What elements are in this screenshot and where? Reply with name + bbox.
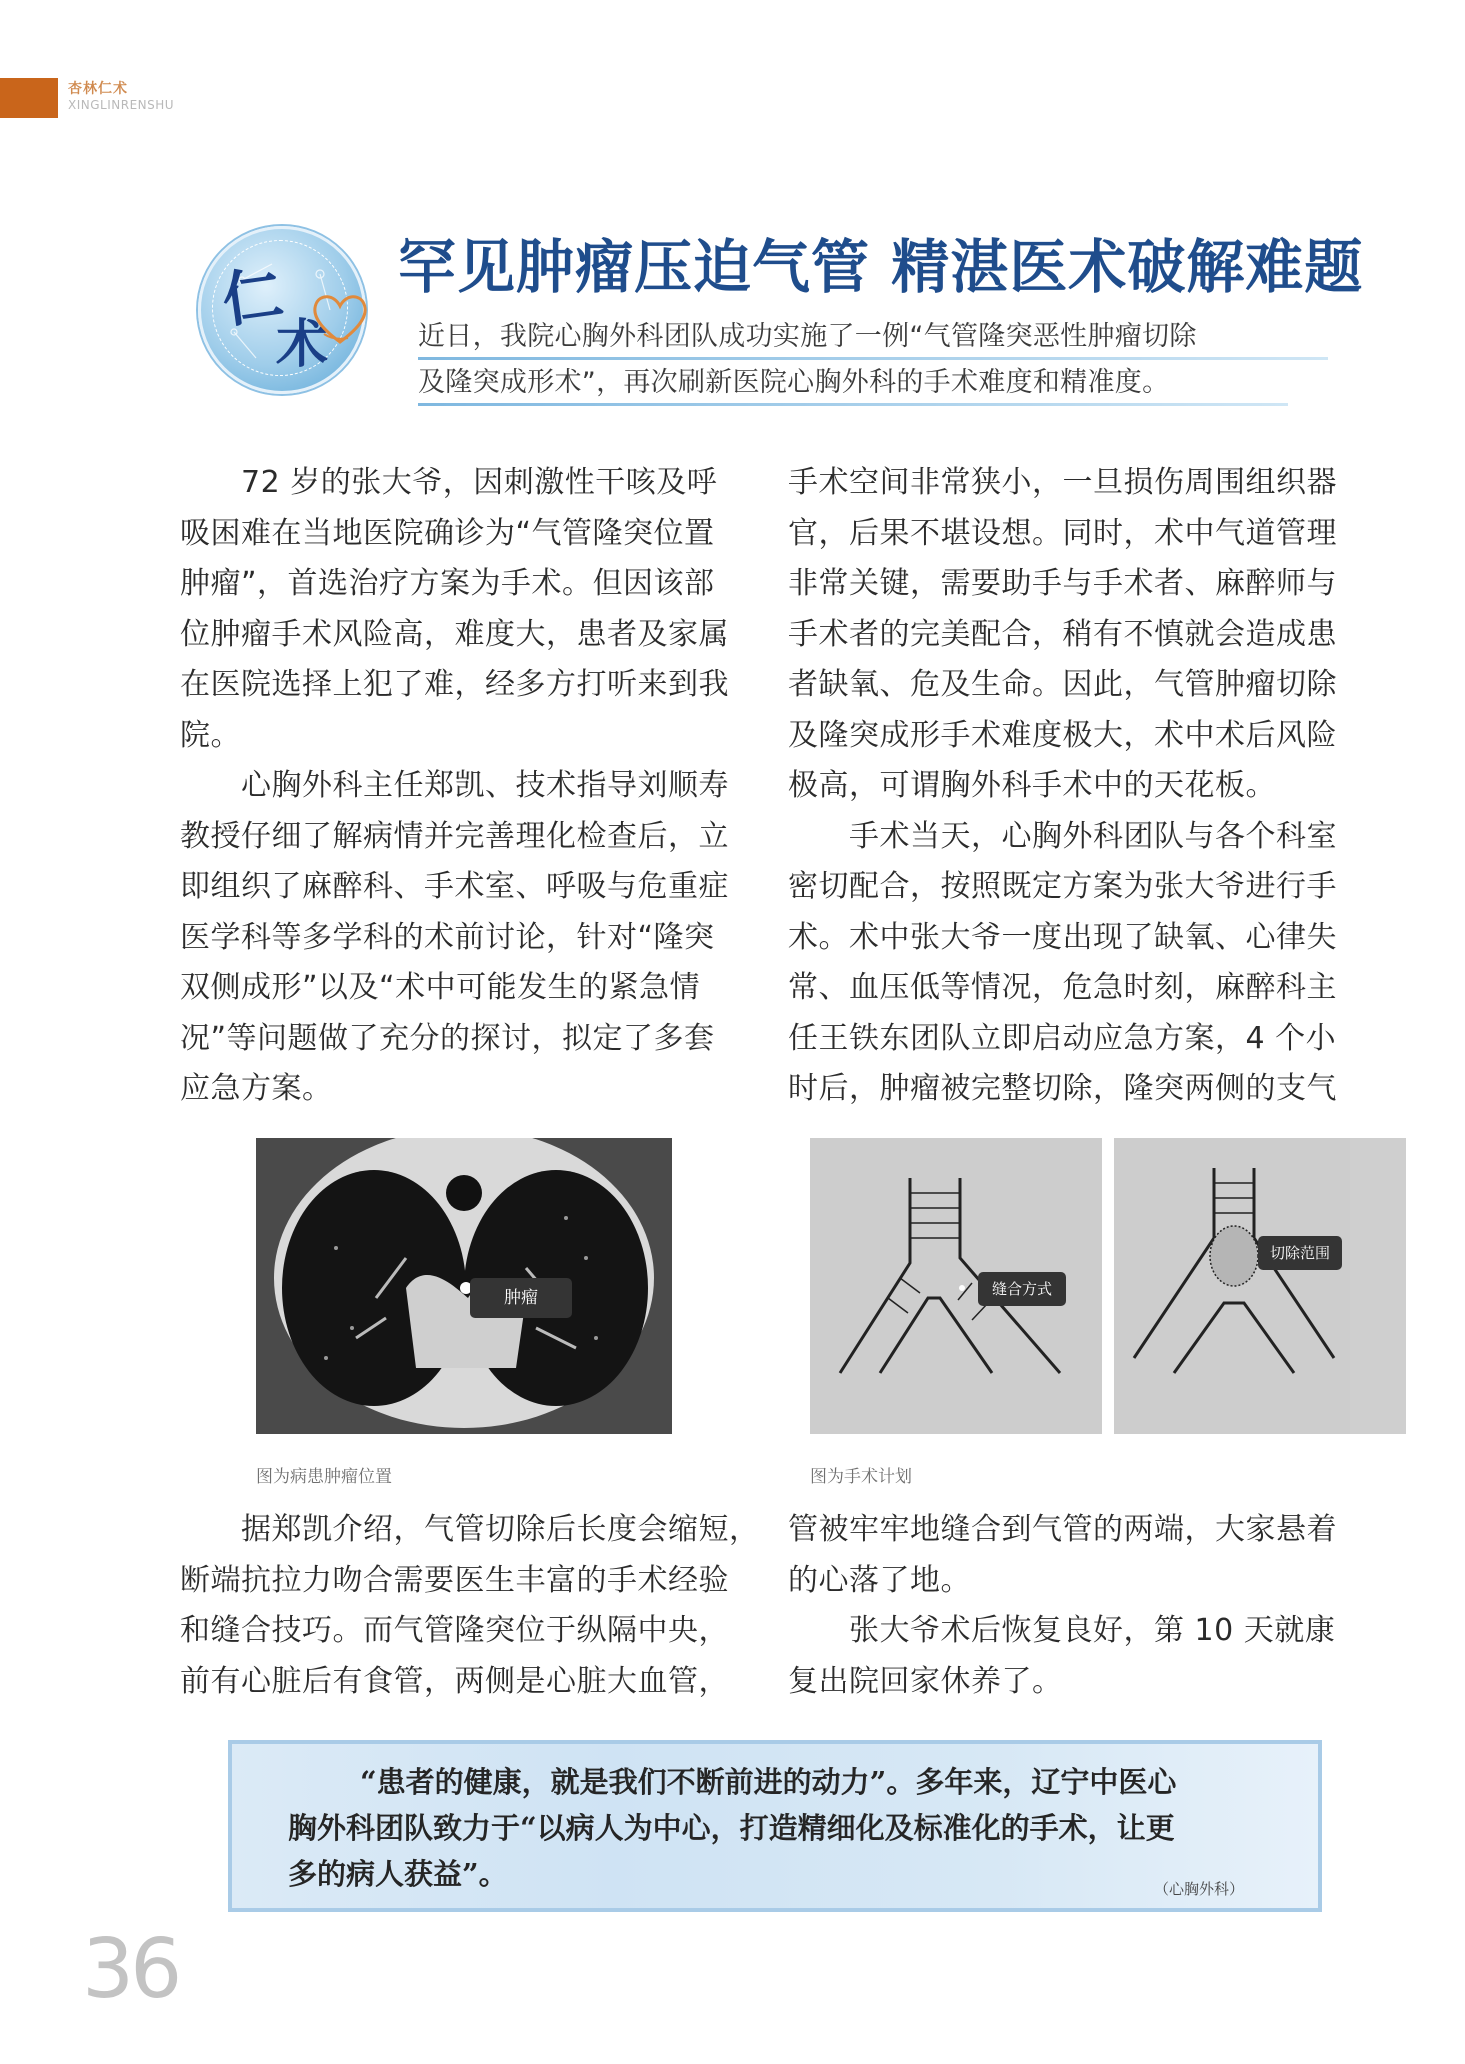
quote-line-1: “患者的健康，就是我们不断前进的动力”。多年来，辽宁中医心 bbox=[360, 1765, 1177, 1799]
text-line: 复出院回家休养了。 bbox=[788, 1663, 1063, 1699]
right-column-top bbox=[788, 458, 1337, 1115]
text-line: 者缺氧、危及生命。因此，气管肿瘤切除 bbox=[788, 667, 1337, 702]
quote-line-3: 多的病人获益”。 bbox=[288, 1857, 508, 1891]
text-line: 心胸外科主任郑凯、技术指导刘顺寿 bbox=[180, 768, 729, 803]
ct-scan-drawing bbox=[256, 1138, 672, 1434]
heart-icon bbox=[308, 290, 372, 348]
text-line: 任王铁东团队立即启动应急方案，4 个小 bbox=[788, 1020, 1337, 1056]
text-line: 医学科等多学科的术前讨论，针对“隆突 bbox=[180, 919, 715, 955]
text-line: 的心落了地。 bbox=[788, 1562, 971, 1598]
text-line: 手术空间非常狭小，一旦损伤周围组织器 bbox=[788, 465, 1337, 500]
airway-sketch-right bbox=[1114, 1138, 1350, 1434]
text-line: 极高，可谓胸外科手术中的天花板。 bbox=[788, 768, 1276, 803]
text-line: 即组织了麻醉科、手术室、呼吸与危重症 bbox=[180, 869, 729, 904]
text-line: 双侧成形”以及“术中可能发生的紧急情 bbox=[180, 970, 701, 1005]
page-number: 36 bbox=[82, 1922, 179, 2017]
text-line: 况”等问题做了充分的探讨，拟定了多套 bbox=[180, 1020, 715, 1056]
section-name: 杏林仁术 bbox=[68, 81, 128, 97]
text-line: 张大爷术后恢复良好，第 10 天就康 bbox=[788, 1613, 1336, 1648]
quote-line-2: 胸外科团队致力于“以病人为中心，打造精细化及标准化的手术，让更 bbox=[288, 1811, 1175, 1845]
lead-underline-2 bbox=[418, 403, 1288, 406]
text-line: 位肿瘤手术风险高，难度大，患者及家属 bbox=[180, 616, 729, 652]
quote-source: （心胸外科） bbox=[1154, 1880, 1245, 1898]
lead-line-1: 近日，我院心胸外科团队成功实施了一例“气管隆突恶性肿瘤切除 bbox=[418, 321, 1197, 352]
ct-scan-image bbox=[256, 1138, 672, 1434]
section-name-pinyin: XINGLINRENSHU bbox=[68, 98, 175, 112]
text-line: 手术者的完美配合，稍有不慎就会造成患 bbox=[788, 616, 1337, 652]
text-line: 官，后果不堪设想。同时，术中气道管理 bbox=[788, 515, 1337, 551]
text-line: 在医院选择上犯了难，经多方打听来到我 bbox=[180, 667, 729, 702]
ct-caption: 图为病患肿瘤位置 bbox=[256, 1467, 392, 1487]
left-column-top bbox=[180, 458, 729, 1115]
text-line: 非常关键，需要助手与手术者、麻醉师与 bbox=[788, 566, 1337, 601]
emblem-char-ren: 仁 bbox=[218, 259, 288, 337]
text-line: 肿瘤”，首选治疗方案为手术。但因该部 bbox=[180, 566, 715, 601]
emblem-char-shu: 术 bbox=[276, 314, 329, 375]
left-column-bottom bbox=[180, 1505, 760, 1707]
right-column-bottom bbox=[788, 1505, 1337, 1707]
text-line: 院。 bbox=[180, 717, 241, 753]
text-line: 前有心脏后有食管，两侧是心脏大血管， bbox=[180, 1663, 729, 1699]
text-line: 手术当天，心胸外科团队与各个科室 bbox=[788, 818, 1337, 854]
lead-line-2: 及隆突成形术”，再次刷新医院心胸外科的手术难度和精准度。 bbox=[418, 367, 1170, 398]
text-line: 据郑凯介绍，气管切除后长度会缩短， bbox=[180, 1512, 760, 1547]
suture-method-label: 缝合方式 bbox=[978, 1272, 1066, 1306]
text-line: 及隆突成形手术难度极大，术中术后风险 bbox=[788, 717, 1337, 753]
text-line: 72 岁的张大爷，因刺激性干咳及呼 bbox=[180, 465, 718, 500]
header-accent-bar bbox=[0, 78, 58, 118]
text-line: 教授仔细了解病情并完善理化检查后，立 bbox=[180, 818, 729, 854]
text-line: 吸困难在当地医院确诊为“气管隆突位置 bbox=[180, 515, 715, 551]
text-line: 管被牢牢地缝合到气管的两端，大家悬着 bbox=[788, 1512, 1337, 1547]
text-line: 应急方案。 bbox=[180, 1071, 333, 1106]
text-line: 常、血压低等情况，危急时刻，麻醉科主 bbox=[788, 970, 1337, 1005]
plan-caption: 图为手术计划 bbox=[810, 1467, 912, 1487]
text-line: 和缝合技巧。而气管隆突位于纵隔中央， bbox=[180, 1613, 729, 1648]
plan-diagram-resection bbox=[1114, 1138, 1406, 1434]
text-line: 术。术中张大爷一度出现了缺氧、心律失 bbox=[788, 919, 1337, 955]
text-line: 时后，肿瘤被完整切除，隆突两侧的支气 bbox=[788, 1071, 1337, 1106]
text-line: 密切配合，按照既定方案为张大爷进行手 bbox=[788, 869, 1337, 904]
text-line: 断端抗拉力吻合需要医生丰富的手术经验 bbox=[180, 1562, 729, 1598]
resection-range-label: 切除范围 bbox=[1258, 1236, 1342, 1270]
article-title: 罕见肿瘤压迫气管 精湛医术破解难题 bbox=[398, 233, 1364, 301]
tumor-label: 肿瘤 bbox=[470, 1278, 572, 1318]
